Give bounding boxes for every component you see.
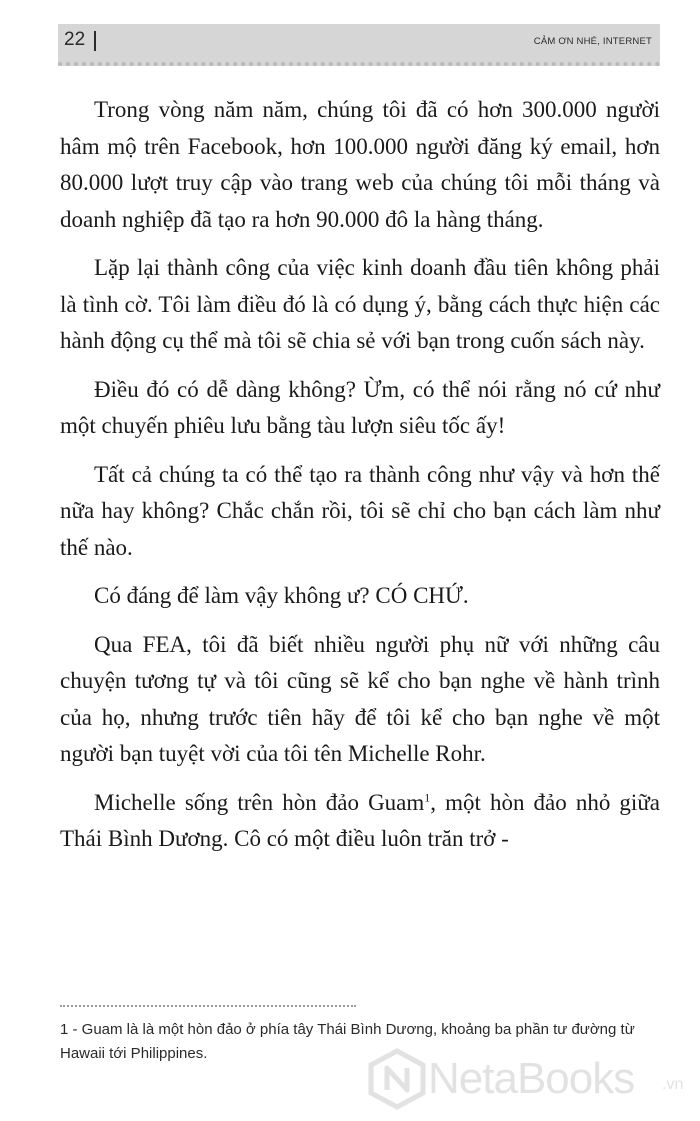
paragraph-6: Qua FEA, tôi đã biết nhiều người phụ nữ với những câu chuyện tương tự và tôi cũng sẽ kể cho bạn nghe về hành trình của họ, nhưng trước tiên hãy để tôi kể cho bạn nghe về một người bạn tuyệt vời của tôi tên Michelle Rohr. — [60, 631, 660, 766]
header-divider — [94, 31, 96, 51]
paragraph-7-end: , một hòn đảo nhỏ giữa Thái Bình Dương. Cô có một điều luôn trăn trở - — [60, 789, 660, 851]
footnote-reference[interactable]: 1 — [424, 789, 431, 804]
paragraph-1: Trong vòng năm năm, chúng tôi đã có hơn 300.000 người hâm mộ trên Facebook, hơn 100.000 người đăng ký email, hơn 80.000 lượt truy cập vào trang web của chúng tôi mỗi tháng và doanh nghiệp đã tạo ra hơn 90.000 đô la hàng tháng. — [60, 97, 660, 232]
paragraph-7-start: Michelle sống trên hòn đảo Guam — [94, 789, 425, 815]
paragraph-4: Tất cả chúng ta có thể tạo ra thành công như vậy và hơn thế nữa hay không? Chắc chắn rồi, tôi sẽ chỉ cho bạn cách làm như thế nào. — [60, 461, 660, 560]
page-header — [58, 24, 660, 66]
watermark-brand: NetaBooks — [428, 1054, 635, 1103]
paragraph-3: Điều đó có dễ dàng không? Ừm, có thể nói rằng nó cứ như một chuyến phiêu lưu bằng tàu lượn siêu tốc ấy! — [60, 376, 660, 438]
paragraph-2: Lặp lại thành công của việc kinh doanh đầu tiên không phải là tình cờ. Tôi làm điều đó là có dụng ý, bằng cách thực hiện các hành động cụ thể mà tôi sẽ chia sẻ với bạn trong cuốn sách này. — [60, 255, 660, 353]
footnote: 1 - Guam là là một hòn đảo ở phía tây Thái Bình Dương, khoảng ba phần tư đường từ Hawaii tới Philippines. — [60, 1021, 635, 1062]
running-title: CẢM ƠN NHÉ, INTERNET — [533, 36, 652, 47]
paragraph-7 — [60, 785, 660, 858]
body-text — [60, 92, 660, 870]
paragraph-5: Có đáng để làm vậy không ư? CÓ CHỨ. — [94, 583, 469, 608]
page-number: 22 — [64, 29, 86, 50]
watermark-suffix: .vn — [662, 1076, 684, 1093]
footnote-divider — [60, 1005, 356, 1007]
